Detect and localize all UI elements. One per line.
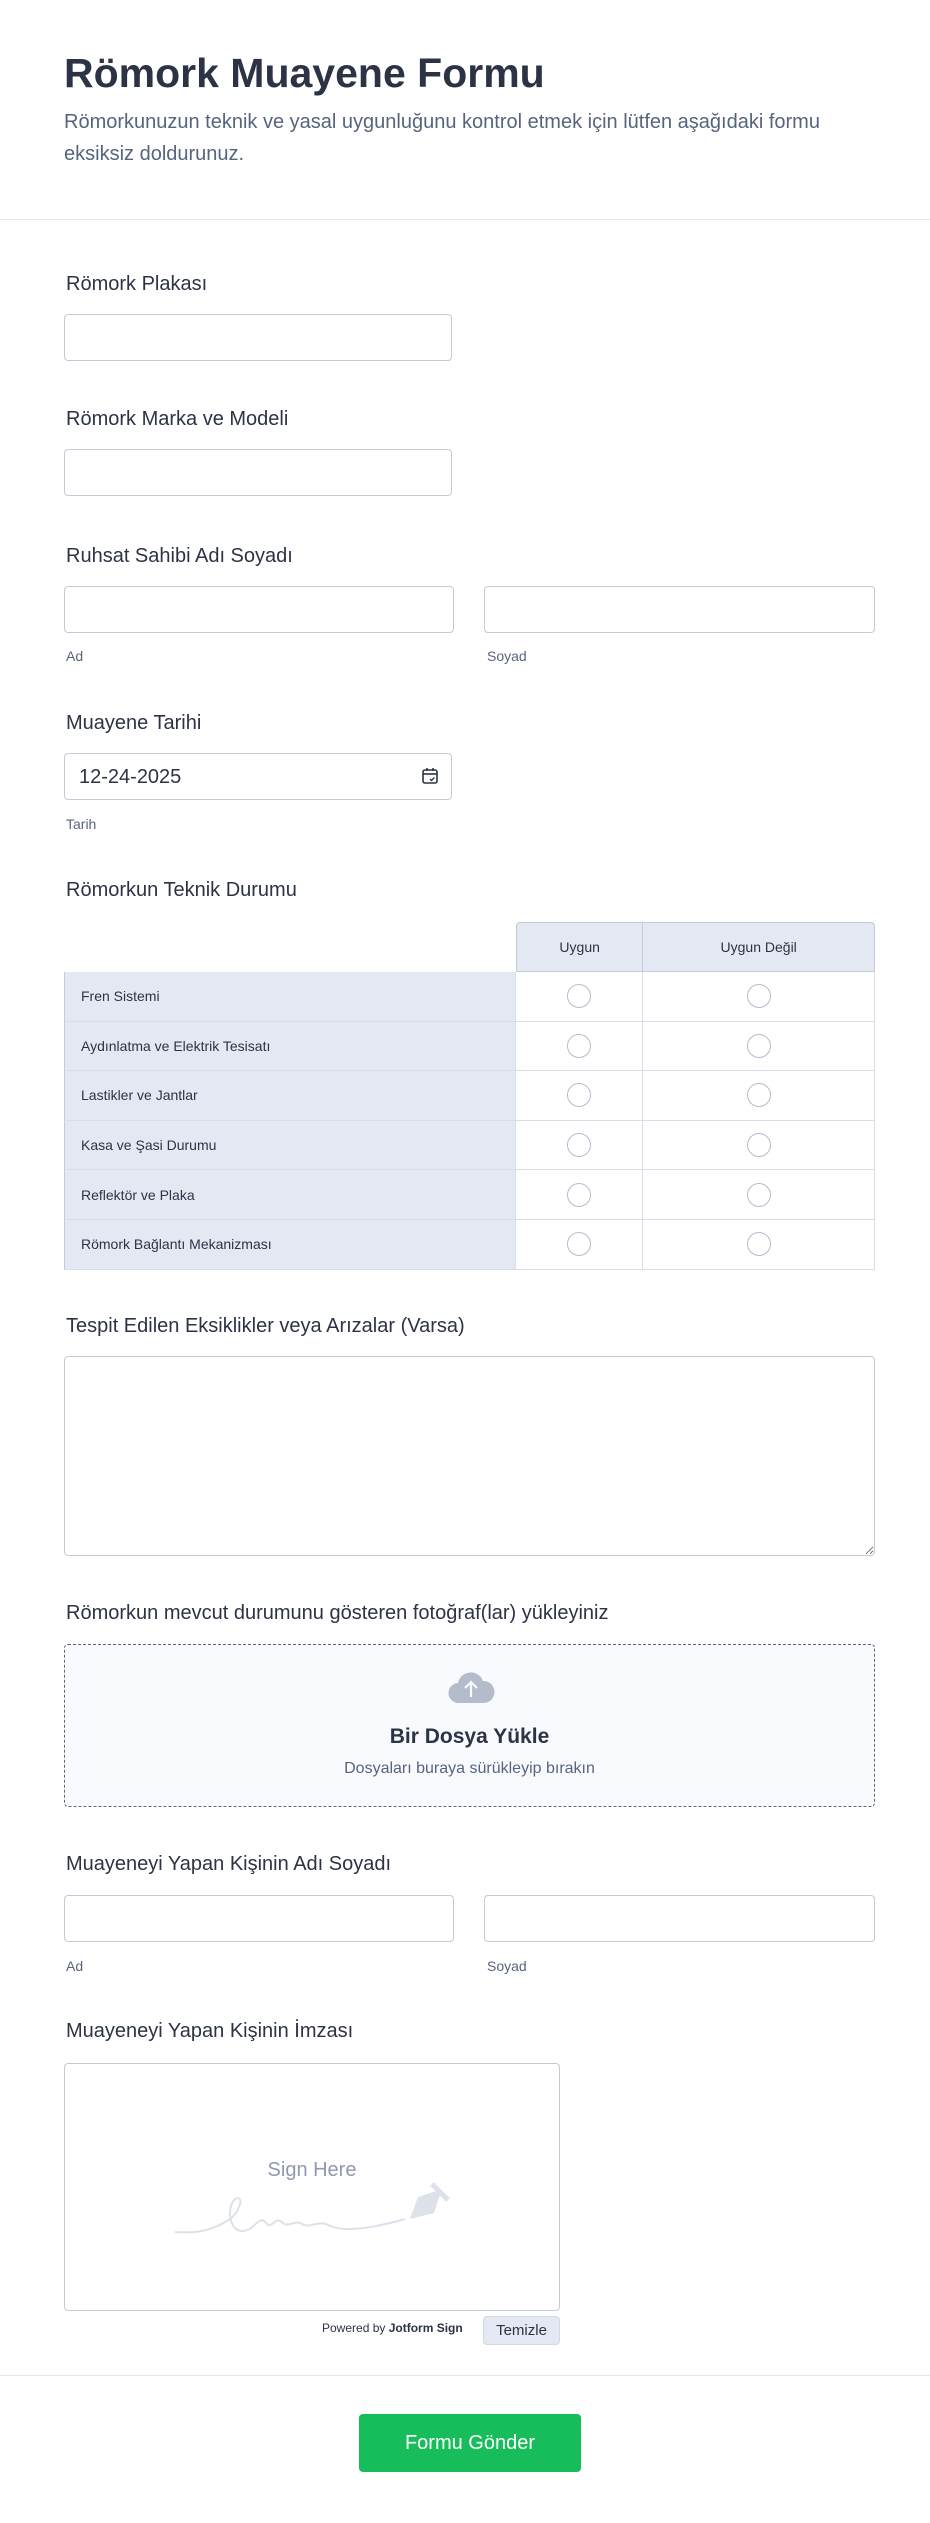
- form-subtitle: Römorkunuzun teknik ve yasal uygunluğunu kontrol etmek için lütfen aşağıdaki formu eksiksiz doldurunuz.: [64, 111, 820, 165]
- file-upload-dropzone[interactable]: [64, 1644, 875, 1807]
- matrix-row-label: Römork Bağlantı Mekanizması: [64, 1220, 516, 1270]
- matrix-row-label: Kasa ve Şasi Durumu: [64, 1121, 516, 1171]
- inspector-last-sublabel: Soyad: [487, 1958, 527, 1974]
- signature-label: Muayeneyi Yapan Kişinin İmzası: [66, 2020, 354, 2042]
- matrix-row: [64, 1170, 875, 1220]
- header-divider: [0, 219, 930, 220]
- matrix-label: Römorkun Teknik Durumu: [66, 879, 297, 901]
- matrix-cell: [516, 1170, 643, 1220]
- matrix-column-header: Uygun Değil: [643, 922, 875, 972]
- matrix-row: [64, 1121, 875, 1171]
- signature-placeholder: Sign Here: [267, 2159, 357, 2181]
- matrix-cell: [516, 1071, 643, 1121]
- matrix-cell: [516, 1121, 643, 1171]
- signature-pen-icon: [170, 2174, 460, 2244]
- date-value: 12-24-2025: [79, 766, 182, 788]
- matrix-corner: [64, 922, 516, 972]
- owner-last-sublabel: Soyad: [487, 648, 527, 664]
- clear-signature-button[interactable]: Temizle: [483, 2316, 560, 2345]
- matrix-cell: [643, 1071, 875, 1121]
- radio-uygun-degil[interactable]: [747, 1183, 771, 1207]
- technical-condition-matrix: [64, 922, 875, 1270]
- matrix-row: [64, 1022, 875, 1072]
- matrix-column-header: Uygun: [516, 922, 643, 972]
- submit-button[interactable]: Formu Gönder: [359, 2414, 581, 2472]
- matrix-cell: [516, 972, 643, 1022]
- radio-uygun-degil[interactable]: [747, 1083, 771, 1107]
- brand-model-input[interactable]: [64, 449, 452, 496]
- owner-last-name-input[interactable]: [484, 586, 875, 633]
- radio-uygun[interactable]: [567, 1232, 591, 1256]
- matrix-row: [64, 972, 875, 1022]
- plate-input[interactable]: [64, 314, 452, 361]
- date-sublabel: Tarih: [66, 816, 97, 832]
- radio-uygun[interactable]: [567, 984, 591, 1008]
- radio-uygun-degil[interactable]: [747, 1034, 771, 1058]
- matrix-row-label: Lastikler ve Jantlar: [64, 1071, 516, 1121]
- matrix-row-label: Aydınlatma ve Elektrik Tesisatı: [64, 1022, 516, 1072]
- inspector-first-name-input[interactable]: [64, 1895, 454, 1942]
- matrix-row-label: Fren Sistemi: [64, 972, 516, 1022]
- inspector-first-sublabel: Ad: [66, 1958, 84, 1974]
- owner-name-label: Ruhsat Sahibi Adı Soyadı: [66, 545, 293, 567]
- radio-uygun[interactable]: [567, 1034, 591, 1058]
- radio-uygun-degil[interactable]: [747, 1133, 771, 1157]
- upload-subtext: Dosyaları buraya sürükleyip bırakın: [344, 1760, 595, 1777]
- radio-uygun-degil[interactable]: [747, 984, 771, 1008]
- upload-title: Bir Dosya Yükle: [389, 1725, 550, 1748]
- date-label: Muayene Tarihi: [66, 712, 202, 734]
- matrix-row-label: Reflektör ve Plaka: [64, 1170, 516, 1220]
- matrix-row: [64, 1071, 875, 1121]
- inspector-last-name-input[interactable]: [484, 1895, 875, 1942]
- matrix-cell: [643, 1022, 875, 1072]
- date-input[interactable]: [64, 753, 452, 800]
- powered-by-text: Powered by: [322, 2321, 386, 2335]
- inspector-name-label: Muayeneyi Yapan Kişinin Adı Soyadı: [66, 1853, 392, 1875]
- defects-textarea[interactable]: [64, 1356, 875, 1556]
- matrix-cell: [516, 1022, 643, 1072]
- cloud-upload-icon: [447, 1669, 495, 1705]
- matrix-cell: [643, 1170, 875, 1220]
- radio-uygun[interactable]: [567, 1133, 591, 1157]
- matrix-cell: [516, 1220, 643, 1270]
- matrix-row: [64, 1220, 875, 1270]
- defects-label: Tespit Edilen Eksiklikler veya Arızalar (Varsa): [66, 1315, 465, 1337]
- brand-label: Römork Marka ve Modeli: [66, 408, 289, 430]
- signature-pad[interactable]: [64, 2063, 560, 2311]
- radio-uygun[interactable]: [567, 1183, 591, 1207]
- upload-label: Römorkun mevcut durumunu gösteren fotoğraf(lar) yükleyiniz: [66, 1602, 609, 1624]
- plate-label: Römork Plakası: [66, 273, 208, 295]
- form-title: Römork Muayene Formu: [64, 50, 545, 96]
- powered-by: [322, 2321, 463, 2335]
- radio-uygun-degil[interactable]: [747, 1232, 771, 1256]
- matrix-cell: [643, 1121, 875, 1171]
- owner-first-name-input[interactable]: [64, 586, 454, 633]
- footer-divider: [0, 2375, 930, 2376]
- owner-first-sublabel: Ad: [66, 648, 84, 664]
- matrix-cell: [643, 972, 875, 1022]
- calendar-icon[interactable]: [421, 767, 439, 785]
- radio-uygun[interactable]: [567, 1083, 591, 1107]
- matrix-cell: [643, 1220, 875, 1270]
- powered-by-brand: Jotform Sign: [388, 2321, 463, 2335]
